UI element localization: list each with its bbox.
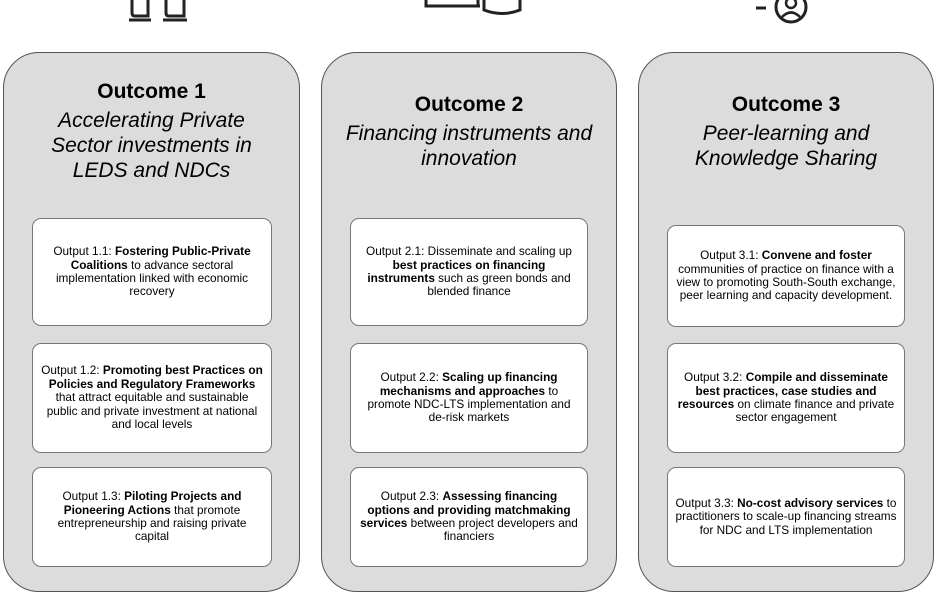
- output-3-3-bold: No-cost advisory services: [737, 495, 884, 510]
- output-1-1-card: [32, 218, 272, 326]
- output-2-3-prefix: Output 2.3:: [380, 489, 443, 504]
- output-2-1-prefix: Output 2.1: Disseminate and scaling up: [366, 244, 572, 259]
- output-2-3-bold: Assessing financing options and providing matchmaking services: [360, 489, 571, 530]
- outcome-1-subtitle: Accelerating Private Sector investments in LEDS and NDCs: [51, 109, 252, 182]
- output-2-1-bold: best practices on financing instruments: [367, 257, 546, 285]
- outcome-2-column: [321, 52, 617, 592]
- output-3-2-bold: Compile and disseminate best practices, case studies and resources: [677, 370, 888, 411]
- output-2-2-rest: to promote NDC-LTS implementation and de-risk markets: [367, 383, 571, 425]
- output-1-3-prefix: Output 1.3:: [62, 489, 125, 504]
- output-3-1-rest: communities of practice on finance with a view to promoting South-South exchange, peer learning and capacity development.: [676, 261, 896, 303]
- output-2-2-card: [350, 343, 588, 453]
- output-1-1-prefix: Output 1.1:: [53, 244, 115, 259]
- output-3-1-prefix: Output 3.1:: [700, 248, 762, 263]
- output-3-1-bold: Convene and foster: [761, 248, 872, 263]
- output-1-2-prefix: Output 1.2:: [41, 363, 103, 378]
- outcome-2-title: Outcome 2: [414, 93, 524, 116]
- person-share-icon: [752, 0, 814, 30]
- outcome-3-title: Outcome 3: [731, 93, 841, 116]
- output-1-1-rest: to advance sectoral implementation linked with economic recovery: [55, 257, 249, 299]
- output-3-2-rest: on climate finance and private sector engagement: [734, 397, 895, 425]
- output-1-2-bold: Promoting best Practices on Policies and Regulatory Frameworks: [48, 363, 263, 391]
- outcome-1-title: Outcome 1: [97, 80, 206, 103]
- output-1-3-bold: Piloting Projects and Pioneering Actions: [63, 489, 242, 517]
- outcome-2-header: [322, 93, 616, 171]
- output-1-2-card: [32, 343, 272, 453]
- output-1-2-rest: that attract equitable and sustainable public and private investment at national and local levels: [46, 390, 258, 432]
- outcome-3-column: [638, 52, 934, 592]
- output-2-2-bold: Scaling up financing mechanisms and approaches: [379, 370, 558, 398]
- output-1-3-rest: that promote entrepreneurship and raising private capital: [57, 502, 247, 544]
- outcome-3-header: [639, 93, 933, 171]
- money-stack-icon: [420, 0, 525, 18]
- people-icon: [126, 0, 196, 22]
- output-3-3-card: [667, 467, 905, 567]
- output-1-3-card: [32, 467, 272, 567]
- output-2-1-card: [350, 218, 588, 326]
- output-2-1-rest: such as green bonds and blended finance: [427, 271, 571, 299]
- output-1-1-bold: Fostering Public-Private Coalitions: [70, 244, 251, 272]
- output-2-3-rest: between project developers and financiers: [407, 516, 578, 544]
- output-3-1-card: [667, 225, 905, 327]
- outcome-1-column: [3, 52, 300, 592]
- outcome-1-header: [4, 80, 299, 183]
- output-3-2-prefix: Output 3.2:: [684, 370, 746, 385]
- output-3-2-card: [667, 343, 905, 453]
- output-2-2-prefix: Output 2.2:: [380, 370, 443, 385]
- output-2-3-card: [350, 467, 588, 567]
- outcome-3-subtitle: Peer-learning and Knowledge Sharing: [694, 122, 878, 170]
- output-3-3-prefix: Output 3.3:: [675, 495, 738, 510]
- outcome-2-subtitle: Financing instruments and innovation: [345, 122, 593, 170]
- output-3-3-rest: to practitioners to scale-up financing streams for NDC and LTS implementation: [675, 495, 897, 537]
